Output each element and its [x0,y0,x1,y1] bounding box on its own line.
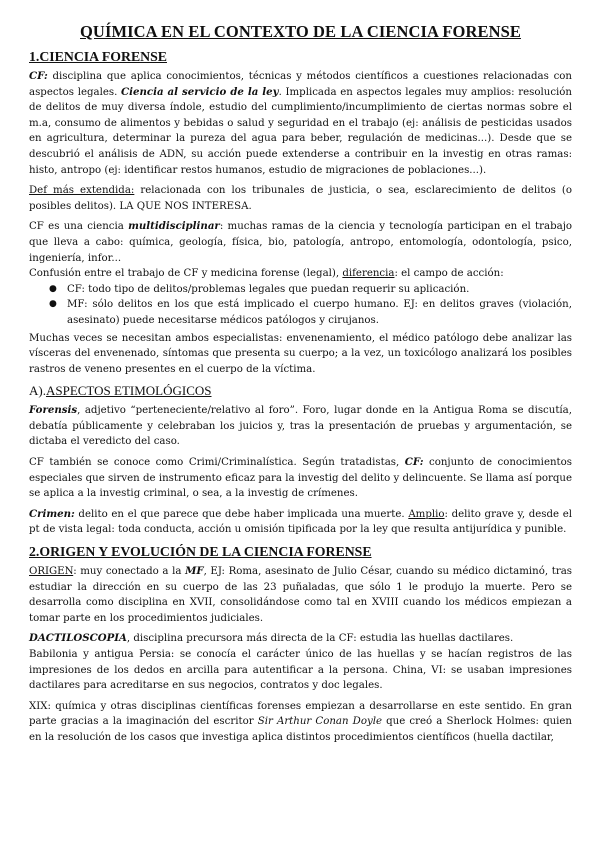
term-crimen: Crimen: [29,507,75,520]
term-amplio: Amplio [408,508,445,520]
section-heading-origen-evolucion: 2.ORIGEN Y EVOLUCIÓN DE LA CIENCIA FORENSE [29,544,372,560]
term-forensis: Forensis [29,404,78,417]
term-cf: CF: [404,456,424,469]
term-origen: ORIGEN [29,566,74,578]
paragraph-criminalistica: CF también se conoce como Crimi/Criminalística. Según tratadistas, CF: conjunto de conocimientos especiales que sirven de instrumento eficaz para la investig del delito y delincuente. Se llama así porque se aplica a la investig criminal, o sea, a la investig de crímenes. [29,456,572,500]
term-conan-doyle: Sir Arthur Conan Doyle [257,716,383,728]
term-dactiloscopia: DACTILOSCOPIA [29,632,127,645]
bullet-list [29,282,572,329]
paragraph-dactiloscopia: DACTILOSCOPIA, disciplina precursora más directa de la CF: estudia las huellas dactilares. [29,632,514,645]
section-heading-ciencia-forense: 1.CIENCIA FORENSE [29,49,167,64]
term-multidisciplinar: multidisciplinar [128,220,220,233]
section-heading-aspectos-etimologicos: A).ASPECTOS ETIMOLÓGICOS [29,383,212,399]
document-title: QUÍMICA EN EL CONTEXTO DE LA CIENCIA FORENSE [80,22,521,41]
paragraph-siglo-xix: XIX: química y otras disciplinas científicas forenses empiezan a desarrollarse en este sentido. En gran parte gracias a la imaginación del escritor Sir Arthur Conan Doyle que creó a Sherlock Holmes: quien en la resolución de los casos que investiga aplica distintos procedimientos científicos (huella dactilar, [29,700,572,743]
list-item: ● MF: sólo delitos en los que está implicado el cuerpo humano. EJ: en delitos graves (violación, asesinato) puede necesitarse médicos patólogos y cirujanos. [49,299,572,326]
paragraph-def-extendida: Def más extendida: relacionada con los tribunales de justicia, o sea, esclarecimiento de delitos (o posibles delitos). LA QUE NOS INTERESA. [29,185,573,212]
term-diferencia: diferencia [342,268,395,280]
paragraph-forensis: Forensis, adjetivo “perteneciente/relativo al foro”. Foro, lugar donde en la Antigua Roma se discutía, debatía públicamente y celebraban los juicios y, tras la presentación de pruebas y argumentación, se dictaba el veredicto del caso. [29,404,572,448]
list-item: ● CF: todo tipo de delitos/problemas legales que puedan requerir su aplicación. [29,282,572,298]
bullet-icon: ● [49,299,57,310]
term-def-extendida: Def más extendida: [29,185,135,197]
paragraph-origen: ORIGEN: muy conectado a la MF, EJ: Roma, asesinato de Julio César, cuando su médico dictaminó, tras estudiar la dirección en su cuerpo de las 23 puñaladas, que sólo 1 le produjo la muerte. Pero se desarrolla como disciplina en XVII, consolidándose como tal en XVIII cuando los médicos empiezan a tomar parte en los procedimientos judiciales. [29,565,572,624]
paragraph-crimen: Crimen: delito en el que parece que debe haber implicada una muerte. Amplio: delito grave y, desde el pt de vista legal: toda conducta, acción u omisión tipificada por la ley que resulta antijurídica y punible. [29,507,572,536]
term-cf: CF: [29,70,48,82]
term-ciencia-al-servicio: Ciencia al servicio de la ley [121,85,279,98]
paragraph-ambos-especialistas: Muchas veces se necesitan ambos especialistas: envenenamiento, el médico patólogo debe analizar las vísceras del envenenado, síntomas que presenta su cuerpo; a la vez, un toxicólogo analizará los posibles rastros de veneno presentes en el cuerpo de la víctima. [29,332,572,375]
paragraph-babilonia: Babilonia y antigua Persia: se conocía el carácter único de las huellas y se hacían registros de las impresiones de los dedos en arcilla para autentificar a la persona. China, VI: se usaban impresiones dactilares para acreditarse en sus negocios, contratos y doc legales. [29,649,572,692]
paragraph-multidisciplinar: CF es una ciencia multidisciplinar: muchas ramas de la ciencia y tecnología participan en el trabajo que lleva a cabo: química, geología, física, bio, patología, antropo, entomología, odontología, psico, ingeniería, infor... [29,220,572,264]
term-mf: MF [185,565,204,578]
bullet-icon: ● [49,283,57,294]
paragraph-cf-definition: CF: disciplina que aplica conocimientos, técnicas y métodos científicos a cuestiones relacionadas con aspectos legales. Ciencia al servicio de la ley. Implicada en aspectos legales muy amplios: resolución de delitos de muy diversa índole, estudio del cumplimiento/incumplimiento de ciertas normas sobre el m.a, consumo de alimentos y bebidas o salud y seguridad en el trabajo (ej: análisis de pesticidas usados en agricultura, determinar la pureza del agua para beber, regulación de medicinas...). Desde que se descubrió el análisis de ADN, su acción puede extenderse a contribuir en la investig en otras ramas: histo, antropo (ej: identificar restos humanos, estudio de migraciones de poblaciones...). [29,70,572,176]
paragraph-confusion: Confusión entre el trabajo de CF y medicina forense (legal), diferencia: el campo de acción: [29,268,504,280]
